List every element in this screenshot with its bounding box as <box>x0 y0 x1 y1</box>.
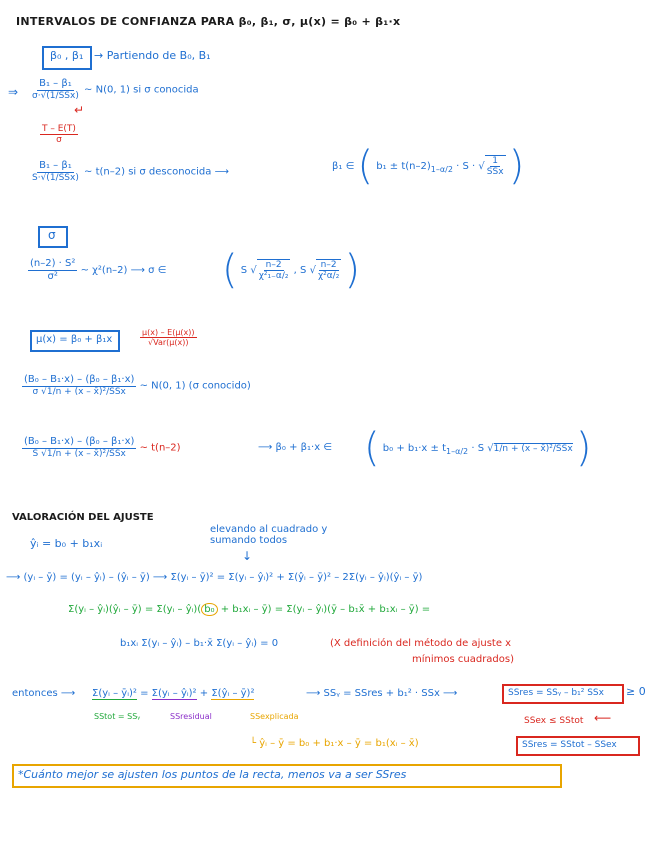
implies-arrow-icon: ⇒ <box>8 85 19 99</box>
least-squares-note-1: (X definición del método de ajuste x <box>330 638 512 649</box>
down-arrow-icon: ↓ <box>242 549 253 563</box>
conclusion-text: *Cuánto mejor se ajusten los puntos de la recta, menos va a ser SSres <box>18 768 407 781</box>
mu-t-rest: ~ t(n–2) <box>139 442 181 454</box>
ssres-sstot-formula: SSres = SStot – SSex <box>522 740 617 750</box>
mu-t-statistic: $\frac{\text{(B₀ – B₁·x) – (β₀ – β₁·x)}}{\text{S √1/n + (x – x̄)²/SSx}}$ ~ t(n–2) <box>24 436 181 459</box>
cross-term-a: Σ(yᵢ – ŷᵢ)(ŷᵢ – ȳ) = Σ(yᵢ – ŷᵢ)( <box>68 604 202 615</box>
mu-box <box>30 330 120 352</box>
mu-ci-arrow: ⟶ β₀ + β₁·x ∈ <box>258 442 333 453</box>
mu-z-statistic: $\frac{\text{(B₀ – B₁·x) – (β₀ – β₁·x)}}{\text{σ √1/n + (x – x̄)²/SSx}}$ ~ N(0, 1) (σ conocido) <box>24 374 251 397</box>
explained-residual-eq: └ ŷᵢ – ȳ = b₀ + b₁·x – ȳ = b₁(xᵢ – x̄) <box>250 738 419 749</box>
zero-equation: b₁xᵢ Σ(yᵢ – ŷᵢ) – b₁·x̄ Σ(yᵢ – ŷᵢ) = 0 <box>120 638 279 649</box>
mu-ci-mid: · S <box>471 443 485 454</box>
mu-standardize <box>140 328 197 347</box>
sr1-pre: S <box>240 265 248 276</box>
eq-sign: = <box>140 688 149 699</box>
ssres-label: SSresidual <box>170 712 212 721</box>
mu-interval: ( $b_0 + b_1\cdot x \pm t_{1-\alpha/2} \cdot S$ √1/n + (x – x̄)²/SSx ) <box>364 425 592 471</box>
ssex-label: SSexplicada <box>250 712 299 721</box>
ssex-term: Σ(ŷᵢ – ȳ)² <box>211 688 255 699</box>
t-rest: ~ t(n–2) si σ desconocida ⟶ <box>84 166 229 178</box>
beta-box-label: β₀ , β₁ <box>50 49 84 62</box>
left-arrow-icon: ⟵ <box>594 711 612 725</box>
mu-z-num: (B₀ – B₁·x) – (β₀ – β₁·x) <box>24 374 135 385</box>
sr1-den: χ²₁₋α/₂ <box>258 271 289 281</box>
sigma-box <box>38 226 68 248</box>
ssres-formula: SSres = SSᵧ – b₁² SSx <box>508 688 604 698</box>
sr2-den: χ²α/₂ <box>317 271 340 281</box>
section-heading: VALORACIÓN DEL AJUSTE <box>12 512 154 523</box>
mu-std-den: √Var(μ(x)) <box>148 338 189 348</box>
least-squares-note-2: mínimos cuadrados) <box>412 654 515 665</box>
ci-rad-num: 1 <box>492 155 499 166</box>
yhat-definition: ŷᵢ = b₀ + b₁xᵢ <box>30 537 103 550</box>
ssres-formula-box <box>502 684 624 704</box>
ssex-inequality: SSex ≤ SStot <box>524 716 584 726</box>
b0-circled: b₀ <box>201 603 217 616</box>
mu-t-rad: 1/n + (x – x̄)²/SSx <box>46 448 126 459</box>
t-statistic <box>30 160 229 183</box>
tip-num: T – E(T) <box>42 124 76 134</box>
ss-decomposition <box>92 688 254 700</box>
mu-z-den-pre: σ <box>32 386 39 397</box>
ci-body: b₁ ± t(n–2) <box>376 161 431 172</box>
chi-statistic <box>28 258 166 282</box>
entonces-label: entonces ⟶ <box>12 688 76 699</box>
sr1-num: n–2 <box>265 259 282 270</box>
z-rest: ~ N(0, 1) si σ conocida <box>84 84 199 96</box>
partiendo-text: → Partiendo de B₀, B₁ <box>94 49 211 62</box>
curved-arrow-icon: ↵ <box>74 103 85 117</box>
t-num: B₁ – β₁ <box>39 160 72 171</box>
ssres-sstot-box <box>516 736 640 756</box>
ci-rad-den: SSx <box>486 167 504 177</box>
mu-z-rad: 1/n + (x – x̄)²/SSx <box>46 386 126 397</box>
cross-term-b: + b₁xᵢ – ȳ) = Σ(yᵢ – ŷᵢ)(ȳ – b₁x̄ + b₁xᵢ – ȳ) = <box>220 604 431 615</box>
ssres-term: Σ(yᵢ – ŷᵢ)² <box>151 688 197 699</box>
sr2-num: n–2 <box>320 259 337 270</box>
mu-ci: b₀ + b₁·x ± t <box>382 443 446 454</box>
z-statistic <box>30 78 199 101</box>
mu-ci-rad: 1/n + (x – x̄)²/SSx <box>493 444 573 454</box>
z-num: B₁ – β₁ <box>39 78 72 89</box>
sigma-interval: ( S √ $\frac{n-2}{\text{χ²₁₋α/₂}}$ , S √ $\frac{n-2}{\text{χ²α/₂}}$ ) <box>222 247 361 293</box>
tip-den: σ <box>56 135 62 146</box>
chi-num: (n–2) · S² <box>30 258 76 269</box>
plus-sign: + <box>199 688 209 699</box>
t-den: S·√(1/SSx) <box>32 172 79 183</box>
mu-ci-sub: 1–α/2 <box>446 447 469 456</box>
ss-relation: ⟶ SSᵧ = SSres + b₁² · SSx ⟶ <box>306 688 458 699</box>
mu-z-rest: ~ N(0, 1) (σ conocido) <box>139 380 251 392</box>
squaring-note: elevando al cuadrado y sumando todos <box>210 524 328 546</box>
page-title: INTERVALOS DE CONFIANZA PARA β₀, β₁, σ, μ(x) = β₀ + β₁·x <box>16 15 401 28</box>
chi-den: σ² <box>47 270 58 282</box>
beta-box <box>42 46 92 70</box>
mu-box-label: μ(x) = β₀ + β₁x <box>36 334 113 345</box>
cross-term-equation <box>68 604 430 616</box>
mu-t-num: (B₀ – B₁·x) – (β₀ – β₁·x) <box>24 436 135 447</box>
decomposition-equation: ⟶ (yᵢ – ȳ) = (yᵢ – ŷᵢ) – (ŷᵢ – ȳ) ⟶ Σ(yᵢ – ȳ)² = Σ(yᵢ – ŷᵢ)² + Σ(ŷᵢ – ȳ)² – 2Σ(yᵢ – ŷᵢ)(ŷᵢ – ȳ) <box>6 572 423 583</box>
standardize-tip <box>40 124 78 146</box>
beta1-interval: β₁ ∈ ( $b_1 \pm t(n-2)_{1-\alpha/2} \cdot S$ · √ $\frac{1}{\text{SSx}}$ ) <box>332 143 525 189</box>
sigma-box-label: σ <box>48 228 56 242</box>
mu-std-num: μ(x) – E(μ(x)) <box>142 328 195 337</box>
ci-lhs: β₁ ∈ <box>332 161 355 172</box>
sstot-label: SStot = SSᵧ <box>94 712 141 721</box>
nonneg-label: ≥ 0 <box>626 685 646 698</box>
mu-t-den-pre: S <box>32 448 39 459</box>
sstot-term: Σ(yᵢ – ȳᵢ)² <box>92 688 137 699</box>
ci-mid: · S · <box>456 161 476 172</box>
conclusion-box <box>12 764 562 788</box>
z-den: σ·√(1/SSx) <box>32 90 79 101</box>
ci-sub: 1–α/2 <box>430 165 453 174</box>
chi-rest: ~ χ²(n–2) ⟶ σ ∈ <box>80 265 167 276</box>
sr2-pre: , S <box>293 265 307 276</box>
